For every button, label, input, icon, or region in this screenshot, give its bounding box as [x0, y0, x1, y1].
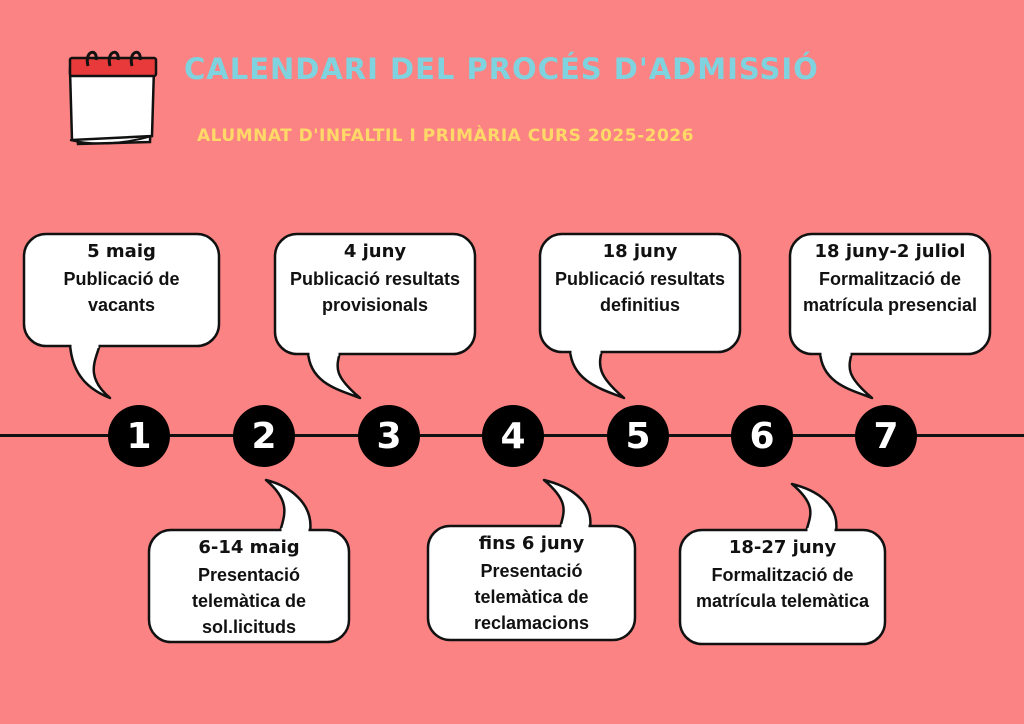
step-date: fins 6 juny — [478, 533, 585, 554]
step-node-6: 6 — [731, 405, 793, 467]
step-card-1 — [24, 240, 219, 318]
step-description: Presentació telemàtica de reclamacions — [473, 561, 590, 633]
step-card-7 — [790, 240, 990, 318]
page-subtitle: ALUMNAT D'INFALTIL I PRIMÀRIA CURS 2025-2026 — [197, 126, 694, 146]
page-title: CALENDARI DEL PROCÉS D'ADMISSIÓ — [184, 52, 819, 86]
step-date: 4 juny — [343, 241, 407, 262]
step-description: Formalització de matrícula telemàtica — [695, 565, 870, 611]
step-card-2 — [149, 536, 349, 640]
step-card-5 — [540, 240, 740, 318]
step-card-3 — [275, 240, 475, 318]
step-date: 6-14 maig — [198, 537, 300, 558]
step-date: 18-27 juny — [728, 537, 837, 558]
step-node-5: 5 — [607, 405, 669, 467]
step-node-2: 2 — [233, 405, 295, 467]
step-description: Presentació telemàtica de sol.licituds — [191, 565, 307, 637]
step-node-1: 1 — [108, 405, 170, 467]
step-card-4 — [428, 532, 635, 636]
step-description: Publicació de vacants — [63, 269, 180, 315]
step-date: 18 juny-2 juliol — [814, 241, 966, 262]
step-description: Formalització de matrícula presencial — [802, 269, 978, 315]
step-node-3: 3 — [358, 405, 420, 467]
step-node-4: 4 — [482, 405, 544, 467]
step-date: 18 juny — [602, 241, 678, 262]
step-description: Publicació resultats provisionals — [289, 269, 461, 315]
step-card-6 — [680, 536, 885, 614]
step-date: 5 maig — [87, 241, 156, 262]
step-description: Publicació resultats definitius — [554, 269, 726, 315]
step-node-7: 7 — [855, 405, 917, 467]
